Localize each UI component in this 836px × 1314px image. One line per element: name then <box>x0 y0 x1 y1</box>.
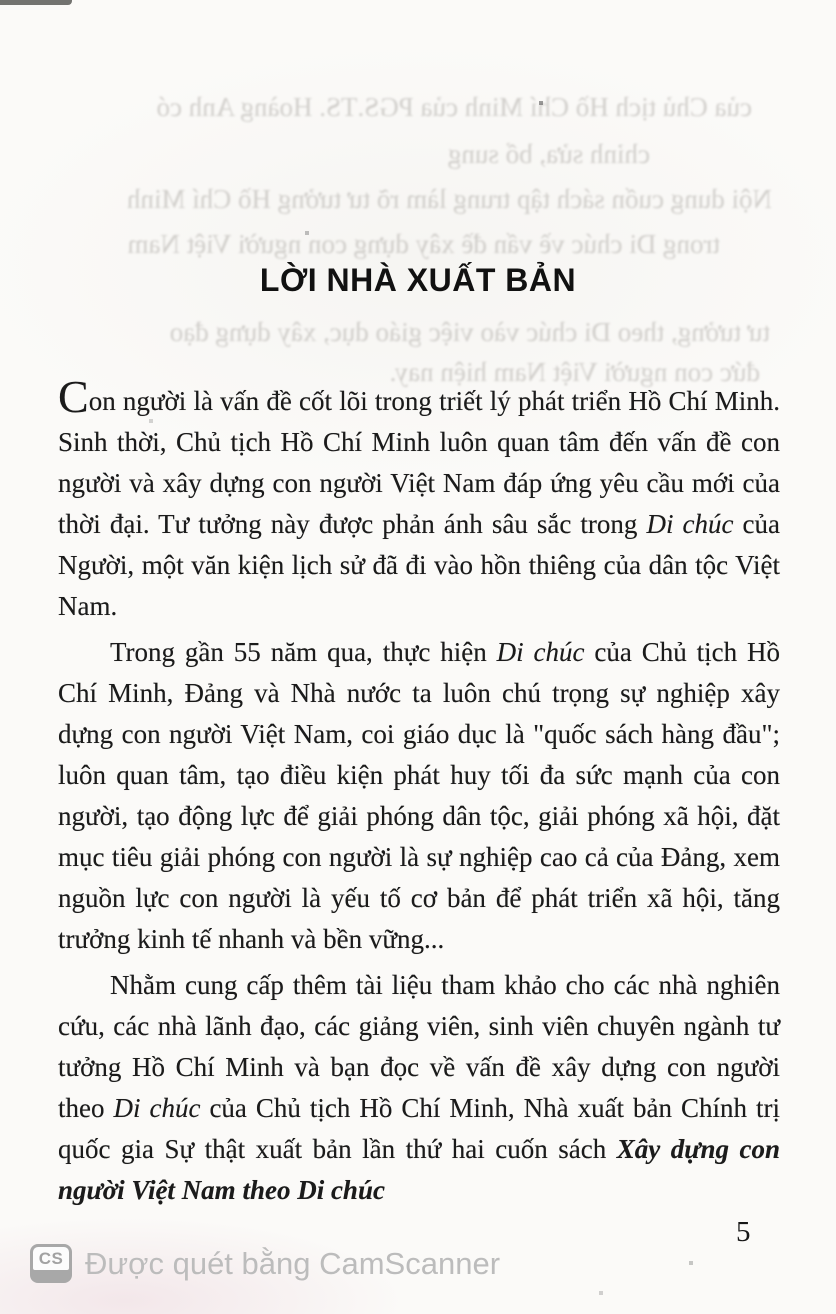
paragraph-text: của Chủ tịch Hồ Chí Minh, Nhà xuất bản Chính trị quốc gia Sự thật xuất bản lần thứ hai cuốn sách <box>58 1093 781 1164</box>
bleedthrough-line: của Chủ tịch Hồ Chí Minh của PGS.TS. Hoàng Anh có <box>156 92 752 122</box>
di-chuc-term: Di chúc <box>113 1093 201 1123</box>
publisher-note-title: LỜI NHÀ XUẤT BẢN <box>259 262 577 298</box>
book-title: Xây dựng con người Việt Nam theo Di chúc <box>58 1134 781 1205</box>
paragraph-text: on người là vấn đề cốt lõi trong triết lý phát triển Hồ Chí Minh. Sinh thời, Chủ tịch Hồ Chí Minh luôn quan tâm đến vấn đề con người và xây dựng con người Việt Nam đáp ứng yêu cầu mới của thời đại. Tư tưởng này được phản ánh sâu sắc trong <box>58 386 780 539</box>
camscanner-logo-letters: CS <box>33 1247 69 1270</box>
initial-capital: C <box>58 371 89 422</box>
paragraph-text: của Chủ tịch Hồ Chí Minh, Đảng và Nhà nước ta luôn chú trọng sự nghiệp xây dựng con người Việt Nam, coi giáo dục là "quốc sách hàng đầu"; luôn quan tâm, tạo điều kiện phát huy tối đa sức mạnh của con người, tạo động lực để giải phóng dân tộc, giải phóng xã hội, đặt mục tiêu giải phóng con người là sự nghiệp cao cả của Đảng, xem nguồn lực con người là yếu tố cơ bản để phát triển xã hội, tăng trưởng kinh tế nhanh và bền vững... <box>58 637 781 954</box>
di-chuc-term: Di chúc <box>646 509 734 539</box>
paragraph-text: Nhằm cung cấp thêm tài liệu tham khảo cho các nhà nghiên cứu, các nhà lãnh đạo, các giảng viên, sinh viên chuyên ngành tư tưởng Hồ Chí Minh và bạn đọc về vấn đề xây dựng con người theo <box>58 970 780 1123</box>
paragraph-text: của Người, một văn kiện lịch sử đã đi vào hồn thiêng của dân tộc Việt Nam. <box>58 509 781 621</box>
bleedthrough-line: trong Di chúc về vấn đề xây dựng con người Việt Nam <box>127 229 720 259</box>
bleedthrough-line: chỉnh sửa, bổ sung <box>447 139 650 169</box>
bleedthrough-line: Nội dung cuốn sách tập trung làm rõ tư tưởng Hồ Chí Minh <box>127 184 772 214</box>
scan-edge-smudge <box>0 0 72 5</box>
bleedthrough-line: đức con người Việt Nam hiện nay. <box>389 357 760 387</box>
paragraph-text: Trong gần 55 năm qua, thực hiện <box>110 637 497 667</box>
paragraph-3 <box>58 965 780 1211</box>
scan-noise-specks <box>0 0 2 2</box>
camscanner-watermark <box>30 1244 500 1283</box>
bleedthrough-line: tư tưởng, theo Di chúc vào việc giáo dục, xây dựng đạo <box>169 317 770 347</box>
page-number: 5 <box>736 1216 751 1248</box>
camscanner-logo-icon <box>30 1244 72 1283</box>
di-chuc-term: Di chúc <box>496 637 585 667</box>
paragraph-2 <box>58 632 780 960</box>
camscanner-watermark-label: Được quét bằng CamScanner <box>85 1245 501 1281</box>
